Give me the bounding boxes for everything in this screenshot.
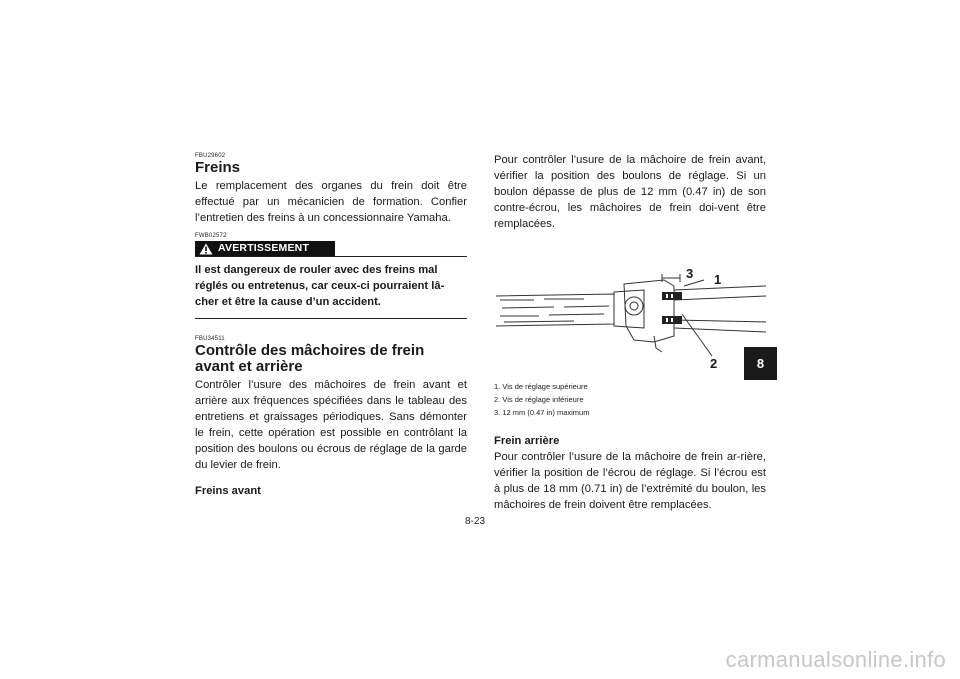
section-title: Contrôle des mâchoires de frein avant et arrière: [195, 342, 425, 375]
paragraph: Contrôler l’usure des mâchoires de frein avant et arrière aux fréquences spécifiées dans le tableau des entretiens et graissages périodiques. Sans démonter le frein, cette opération est possible en contrôlant la position des boulons ou écrous de réglage de la garde du levier de frein.: [195, 379, 467, 471]
chapter-tab: 8: [744, 347, 777, 380]
callout-3: 3: [686, 266, 694, 281]
paragraph: Pour contrôler l’usure de la mâchoire de frein ar-rière, vérifier la position de l’écrou de réglage. Si l’écrou est à plus de 18 mm (0.71 in) de l’extrémité du boulon, les mâchoires de frein doivent être remplacées.: [494, 451, 766, 511]
warning-text: Il est dangereux de rouler avec des freins mal réglés ou entretenus, car ceux-ci pourraient lâ-cher et être la cause d’un accident.: [195, 264, 445, 308]
legend-item: 3. 12 mm (0.47 in) maximum: [494, 408, 590, 417]
section-code: FBU29602: [195, 153, 226, 159]
figure-legend: [494, 380, 766, 419]
brake-figure: [494, 256, 766, 376]
section-code: FBU34511: [195, 336, 225, 342]
subheading: Freins avant: [195, 485, 261, 497]
brake-lever-illustration: [494, 256, 766, 376]
left-column: [195, 152, 467, 499]
callout-2: 2: [710, 356, 718, 371]
subheading: Frein arrière: [494, 435, 560, 447]
paragraph: Le remplacement des organes du frein doit être effectué par un mécanicien de formation. Confier l’entretien des freins à un concessionnaire Yamaha.: [195, 180, 467, 224]
warning-label: AVERTISSEMENT: [218, 242, 310, 254]
paragraph: Pour contrôler l’usure de la mâchoire de frein avant, vérifier la position des boulons de réglage. Si un boulon dépasse de plus de 12 mm (0.47 in) de son contre-écrou, les mâchoires de frein doi-vent être remplacées.: [494, 154, 766, 230]
warning-triangle-icon: [199, 243, 213, 255]
warning-badge: [195, 241, 335, 256]
divider: [195, 318, 467, 319]
callout-1: 1: [714, 272, 722, 287]
legend-item: 2. Vis de réglage inférieure: [494, 395, 584, 404]
warning-banner: [195, 241, 467, 257]
right-column: [494, 152, 766, 513]
watermark: carmanualsonline.info: [725, 647, 946, 672]
section-title: Freins: [195, 159, 241, 176]
warning-code: FWB02572: [195, 233, 227, 239]
page-number: 8-23: [465, 516, 486, 527]
legend-item: 1. Vis de réglage supérieure: [494, 382, 588, 391]
